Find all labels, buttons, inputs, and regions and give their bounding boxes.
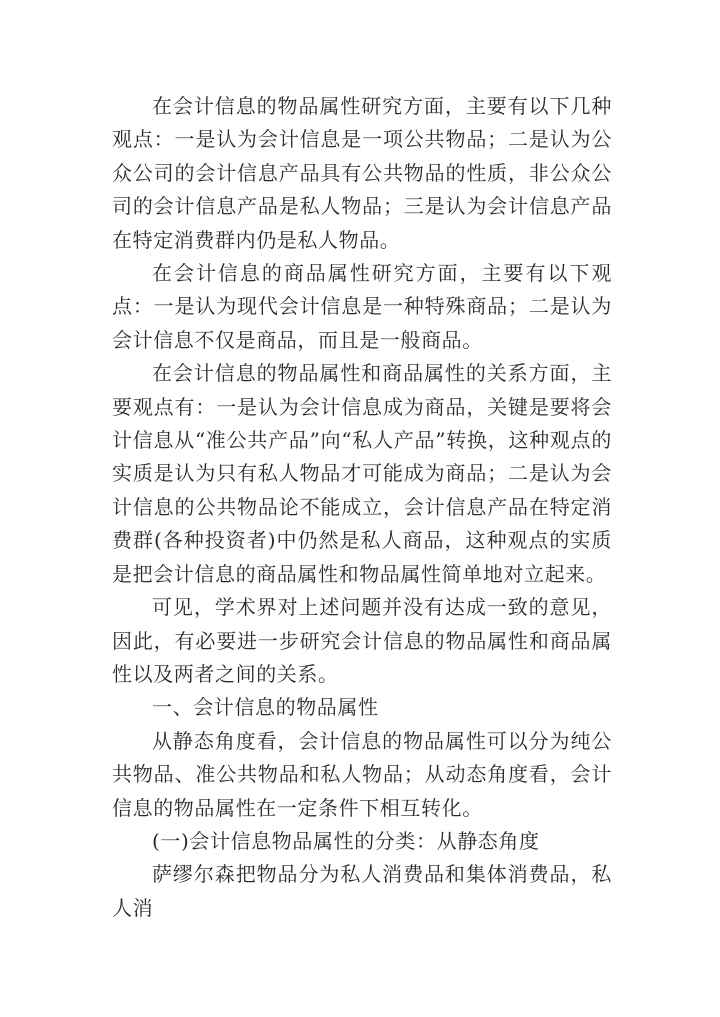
section-heading: 一、会计信息的物品属性 — [152, 695, 379, 720]
paragraph-commodity-attribute: 在会计信息的商品属性研究方面，主要有以下观点：一是认为现代会计信息是一种特殊商品；二是认为会计信息不仅是商品，而且是一般商品。 — [112, 261, 612, 352]
subsection-heading: (一)会计信息物品属性的分类：从静态角度 — [152, 828, 540, 853]
document-body — [112, 90, 612, 925]
section-paragraph: 从静态角度看，会计信息的物品属性可以分为纯公共物品、准公共物品和私人物品；从动态角度看，会计信息的物品属性在一定条件下相互转化。 — [112, 728, 612, 820]
paragraph-relationship: 在会计信息的物品属性和商品属性的关系方面，主要观点有：一是认为会计信息成为商品，关键是要将会计信息从“准公共产品”向“私人产品”转换，这种观点的实质是认为只有私人物品才可能成为商品；二是认为会计信息的公共物品论不能成立，会计信息产品在特定消费群(各种投资者)中仍然是私人商品，这种观点的实质是把会计信息的商品属性和物品属性简单地对立起来。 — [112, 361, 612, 586]
paragraph-conclusion: 可见，学术界对上述问题并没有达成一致的意见，因此，有必要进一步研究会计信息的物品属性和商品属性以及两者之间的关系。 — [112, 595, 612, 686]
paragraph-goods-attribute: 在会计信息的物品属性研究方面，主要有以下几种观点：一是认为会计信息是一项公共物品；二是认为公众公司的会计信息产品具有公共物品的性质，非公众公司的会计信息产品是私人物品；三是认为会计信息产品在特定消费群内仍是私人物品。 — [112, 94, 612, 252]
subsection-paragraph: 萨缪尔森把物品分为私人消费品和集体消费品，私人消 — [112, 862, 612, 920]
